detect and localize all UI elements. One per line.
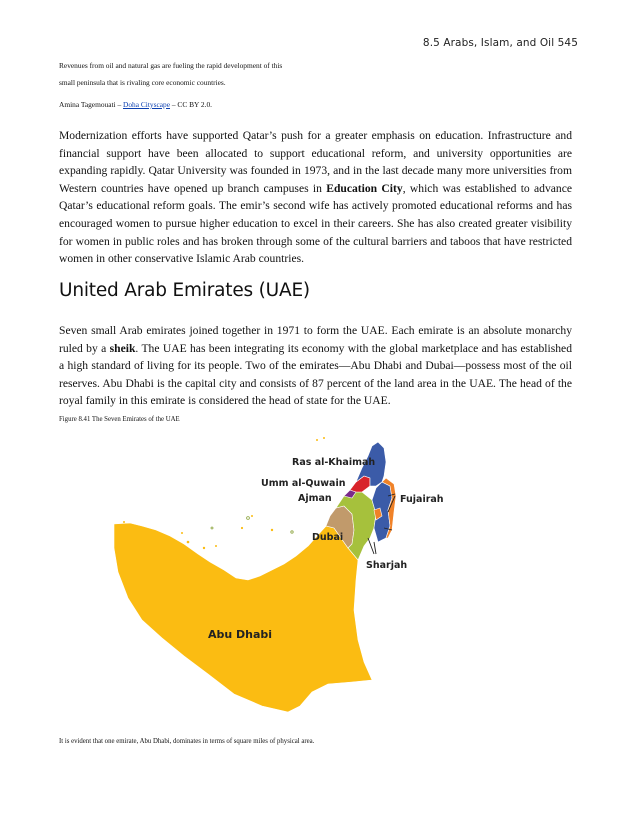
photo-caption-line-1: Revenues from oil and natural gas are fueling the rapid development of this — [59, 61, 283, 70]
label-abu-dhabi: Abu Dhabi — [208, 628, 273, 641]
island-outlines — [211, 517, 293, 534]
uae-emirates-map — [112, 430, 452, 720]
credit-author: Amina Tagemouati – — [59, 100, 123, 109]
running-head: 8.5 Arabs, Islam, and Oil 545 — [422, 37, 578, 49]
photo-credit — [59, 100, 212, 109]
photo-caption — [59, 57, 309, 91]
paragraph1-text-b: , which was established to advance Qatar’s educational reform goals. The emir’s second wife has actively promoted educational reforms and has encouraged women to pursue higher education to excel in their careers. She has also created greater visibility for women in public roles and has broken through some of the cultural barriers and taboos that have restricted women in other conservative Islamic Arab countries. — [59, 181, 572, 266]
credit-link[interactable]: Doha Cityscape — [123, 100, 170, 109]
paragraph2-text-a: Seven small Arab emirates joined together in 1971 to form the UAE. Each emirate is an absolute monarchy ruled by a — [59, 324, 572, 355]
paragraph1-text-a: Modernization efforts have supported Qatar’s push for a greater emphasis on education. Infrastructure and financial support have been allocated to support educational reform, and university opportunities are expanding rapidly. Qatar University was founded in 1973, and in the last decade many more universities from Western countries have opened up branch campuses in — [59, 129, 572, 195]
term-education-city: Education City — [326, 181, 403, 195]
label-ras-al-khaimah: Ras al-Khaimah — [292, 457, 376, 468]
label-dubai: Dubai — [312, 532, 344, 543]
term-sheik: sheik — [109, 341, 136, 355]
figure-label: Figure 8.41 The Seven Emirates of the UAE — [59, 416, 180, 423]
abu-dhabi-region — [114, 523, 372, 712]
label-sharjah: Sharjah — [366, 560, 408, 571]
figure-caption: It is evident that one emirate, Abu Dhabi, dominates in terms of square miles of physical area. — [59, 738, 315, 745]
label-ajman: Ajman — [298, 493, 332, 504]
photo-caption-line-2: small peninsula that is rivaling core economic countries. — [59, 78, 226, 87]
label-umm-al-quwain: Umm al-Quwain — [261, 478, 346, 489]
paragraph-uae — [59, 322, 572, 410]
credit-license: – CC BY 2.0. — [170, 100, 213, 109]
label-fujairah: Fujairah — [400, 494, 444, 505]
paragraph2-text-b: . The UAE has been integrating its economy with the global marketplace and has established a high standard of living for its people. Two of the emirates—Abu Dhabi and Dubai—possess most of the oil reserves. Abu Dhabi is the capital city and consists of 87 percent of the land area in the UAE. The head of the royal family in this emirate is considered the head of state for the UAE. — [59, 341, 572, 408]
paragraph-qatar-education — [59, 127, 572, 268]
section-heading: United Arab Emirates (UAE) — [59, 280, 310, 301]
